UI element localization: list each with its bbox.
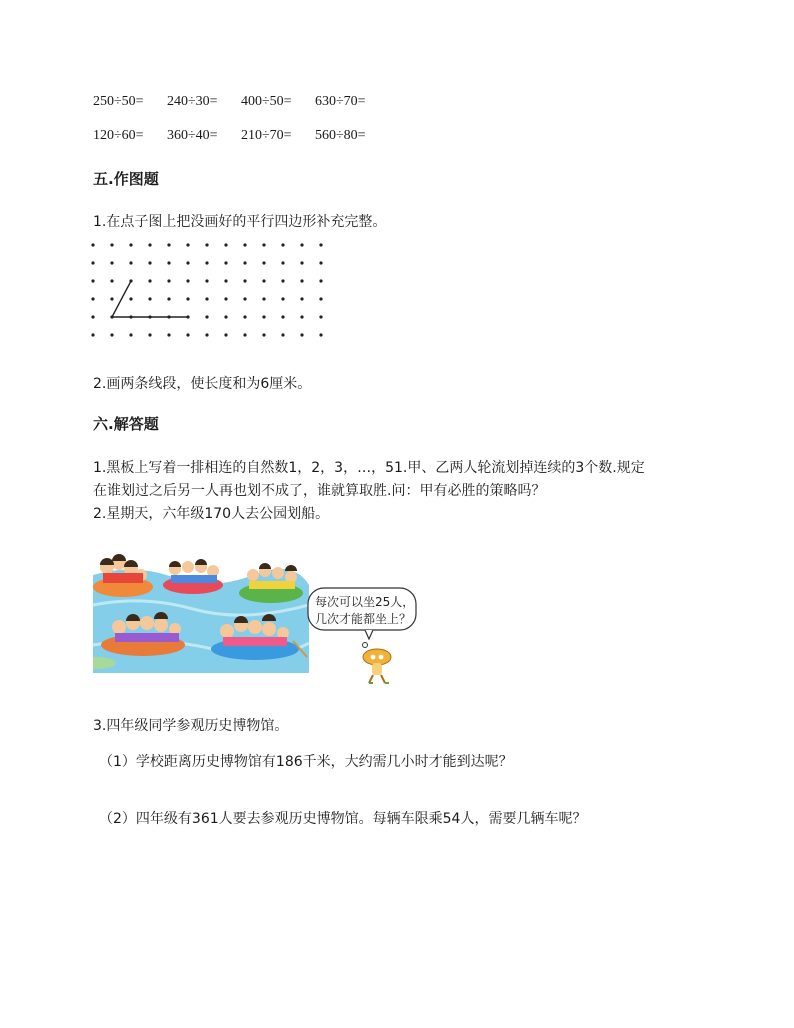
arith-row-1 (93, 94, 144, 110)
boating-illustration (93, 545, 309, 673)
arith-item: 240÷30= (167, 94, 218, 109)
question-6-3: 3.四年级同学参观历史博物馆。 (93, 718, 289, 734)
dot-grid (85, 235, 325, 345)
arith-item: 630÷70= (315, 94, 366, 109)
arith-item: 250÷50= (93, 94, 144, 109)
speech-line-2: 几次才能都坐上？ (315, 612, 412, 626)
speech-bubble-text (315, 594, 414, 628)
section-6-heading: 六.解答题 (93, 415, 159, 433)
speech-bubble-group (307, 587, 419, 687)
section-5-heading: 五.作图题 (93, 170, 159, 188)
question-6-2: 2.星期天，六年级170人去公园划船。 (93, 506, 330, 522)
question-6-1-line2: 在谁划过之后另一人再也划不成了，谁就算取胜.问：甲有必胜的策略吗？ (93, 483, 546, 499)
arith-item: 120÷60= (93, 128, 144, 143)
arith-item: 560÷80= (315, 128, 366, 143)
arith-item: 400÷50= (241, 94, 292, 109)
question-6-3-sub1: （1）学校距离历史博物馆有186千米，大约需几小时才能到达呢？ (99, 754, 513, 770)
question-5-1: 1.在点子图上把没画好的平行四边形补充完整。 (93, 214, 387, 230)
question-5-2: 2.画两条线段，使长度和为6厘米。 (93, 376, 312, 392)
speech-line-1: 每次可以坐25人， (315, 595, 415, 609)
question-6-1-line1: 1.黑板上写着一排相连的自然数1，2，3，…，51.甲、乙两人轮流划掉连续的3个数.规定 (93, 460, 645, 476)
mascot-icon (363, 649, 391, 683)
question-6-3-sub2: （2）四年级有361人要去参观历史博物馆。每辆车限乘54人，需要几辆车呢？ (99, 811, 587, 827)
arith-item: 210÷70= (241, 128, 292, 143)
arith-item: 360÷40= (167, 128, 218, 143)
